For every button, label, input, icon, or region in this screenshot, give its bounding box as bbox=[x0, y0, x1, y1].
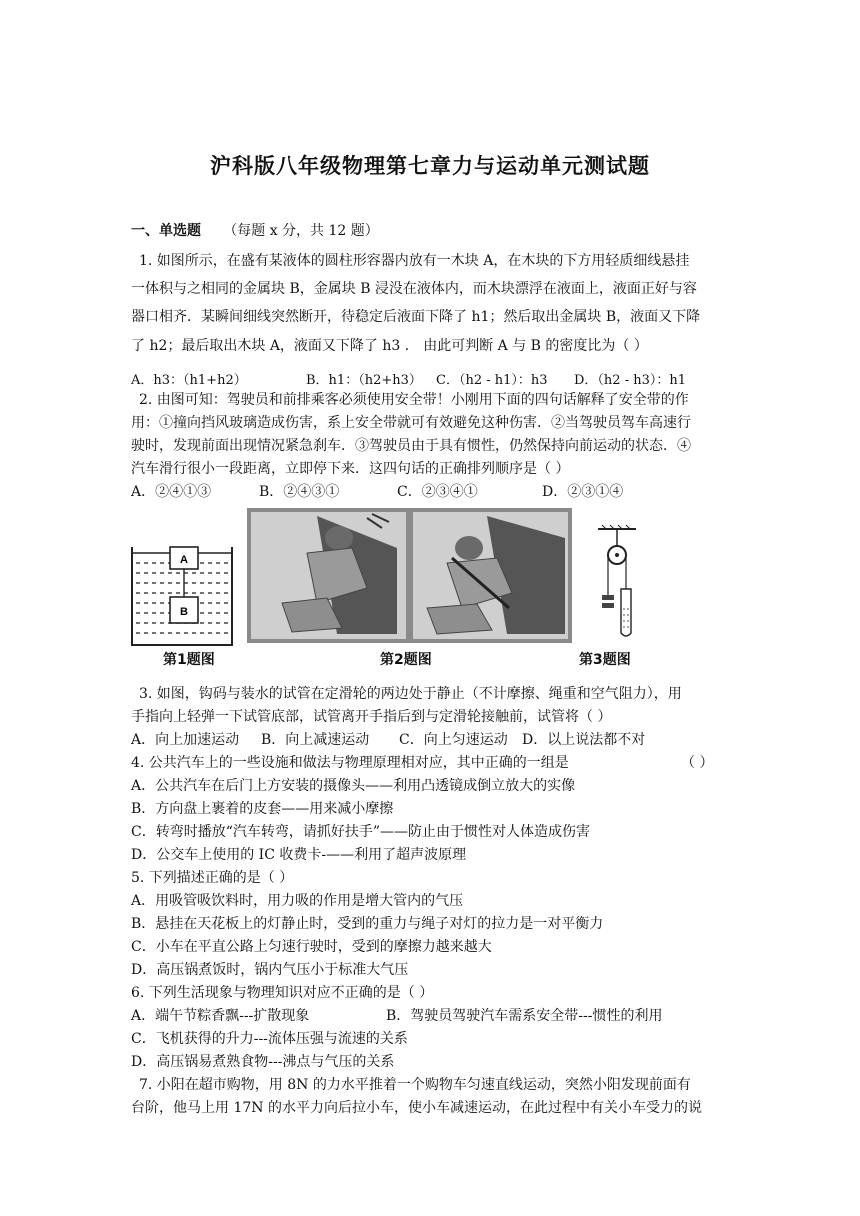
fig1-container-diagram bbox=[128, 535, 236, 650]
q2-options bbox=[131, 481, 731, 501]
q5-stem: 5. 下列描述正确的是（ ） bbox=[131, 870, 294, 886]
section-note: （每题 x 分，共 12 题） bbox=[223, 223, 379, 239]
q3-options bbox=[131, 729, 731, 749]
q2-option-a[interactable]: A．②④①③ bbox=[131, 484, 212, 500]
q6-stem: 6. 下列生活现象与物理知识对应不正确的是（ ） bbox=[131, 985, 434, 1001]
q4-stem bbox=[131, 752, 731, 772]
q1-option-a[interactable]: A．h3：（h1+h2） bbox=[131, 373, 247, 388]
q3-option-a[interactable]: A．向上加速运动 bbox=[131, 732, 240, 748]
q5-option-d[interactable]: D．高压锅煮饭时，锅内气压小于标准大气压 bbox=[131, 962, 409, 978]
fig3-caption: 第3题图 bbox=[579, 652, 631, 668]
q5-option-b[interactable]: B．悬挂在天花板上的灯静止时，受到的重力与绳子对灯的拉力是一对平衡力 bbox=[131, 916, 604, 932]
q2-line-4: 汽车滑行很小一段距离，立即停下来．这四句话的正确排列顺序是（ ） bbox=[131, 461, 570, 477]
q4-stem-text: 4. 公共汽车上的一些设施和做法与物理原理相对应，其中正确的一组是 bbox=[131, 755, 569, 771]
block-b-label: B bbox=[180, 606, 188, 618]
q3-line-2: 手指向上轻弹一下试管底部，试管离开手指后到与定滑轮接触前，试管将（ ） bbox=[131, 709, 612, 725]
hook-weight bbox=[602, 595, 614, 600]
fig3-pulley-diagram bbox=[592, 525, 642, 643]
q4-option-a[interactable]: A．公共汽车在后门上方安装的摄像头——利用凸透镜成倒立放大的实像 bbox=[131, 778, 576, 794]
q2-option-b[interactable]: B．②④③① bbox=[259, 484, 340, 500]
block-a-label: A bbox=[180, 554, 188, 566]
q7-line-2: 台阶，他马上用 17N 的水平力向后拉小车，使小车减速运动，在此过程中有关小车受力的说 bbox=[131, 1100, 702, 1116]
q4-option-d[interactable]: D．公交车上使用的 IC 收费卡-——利用了超声波原理 bbox=[131, 847, 467, 863]
q3-option-d[interactable]: D．以上说法都不对 bbox=[522, 732, 646, 748]
q1-line-2: 一体积与之相同的金属块 B，金属块 B 浸没在液体内，而木块漂浮在液面上，液面正好与容 bbox=[131, 281, 697, 297]
q5-option-c[interactable]: C．小车在平直公路上匀速行驶时，受到的摩擦力越来越大 bbox=[131, 939, 492, 955]
q5-option-a[interactable]: A．用吸管吸饮料时，用力吸的作用是增大管内的气压 bbox=[131, 893, 464, 909]
q6-option-a[interactable]: A．端午节粽香飘---扩散现象 bbox=[131, 1008, 310, 1024]
q1-line-3: 器口相齐．某瞬间细线突然断开，待稳定后液面下降了 h1；然后取出金属块 B，液面又下降 bbox=[131, 309, 701, 325]
q2-line-1: 2. 由图可知：驾驶员和前排乘客必须使用安全带！小刚用下面的四句话解释了安全带的作 bbox=[139, 392, 689, 408]
section-name: 一、单选题 bbox=[131, 223, 201, 239]
q6-option-b[interactable]: B．驾驶员驾驶汽车需系安全带---惯性的利用 bbox=[386, 1008, 663, 1024]
q4-answer-paren: （ ） bbox=[681, 755, 714, 771]
q2-option-c[interactable]: C．②③④① bbox=[397, 484, 478, 500]
q3-line-1: 3. 如图，钩码与装水的试管在定滑轮的两边处于静止（不计摩擦、绳重和空气阻力），用 bbox=[139, 686, 682, 702]
q1-options bbox=[131, 369, 731, 388]
q2-line-3: 驶时，发现前面出现情况紧急刹车．③驾驶员由于具有惯性，仍然保持向前运动的状态．④ bbox=[131, 438, 691, 454]
q4-option-c[interactable]: C．转弯时播放“汽车转弯，请抓好扶手”——防止由于惯性对人体造成伤害 bbox=[131, 824, 591, 840]
q3-option-b[interactable]: B．向上减速运动 bbox=[261, 732, 370, 748]
q3-option-c[interactable]: C．向上匀速运动 bbox=[399, 732, 508, 748]
q1-option-d[interactable]: D．（h2 - h3）：h1 bbox=[574, 373, 687, 388]
q6-options-row-1 bbox=[131, 1005, 731, 1025]
q6-option-d[interactable]: D．高压锅易煮熟食物---沸点与气压的关系 bbox=[131, 1054, 395, 1070]
test-tube bbox=[621, 589, 631, 636]
q2-line-2: 用：①撞向挡风玻璃造成伤害，系上安全带就可有效避免这种伤害．②当驾驶员驾车高速行 bbox=[131, 415, 691, 431]
q1-option-b[interactable]: B．h1：（h2+h3） bbox=[306, 373, 422, 388]
q4-option-b[interactable]: B．方向盘上裹着的皮套——用来减小摩擦 bbox=[131, 801, 394, 817]
fig2-seatbelt-photo bbox=[247, 508, 572, 643]
q7-line-1: 7. 小阳在超市购物，用 8N 的力水平推着一个购物车匀速直线运动，突然小阳发现前面有 bbox=[139, 1077, 691, 1093]
q1-line-1: 1. 如图所示，在盛有某液体的圆柱形容器内放有一木块 A，在木块的下方用轻质细线悬挂 bbox=[139, 253, 690, 269]
page-title: 沪科版八年级物理第七章力与运动单元测试题 bbox=[210, 154, 650, 178]
section-heading bbox=[131, 220, 379, 240]
fig2-caption: 第2题图 bbox=[380, 652, 432, 668]
q1-option-c[interactable]: C．（h2 - h1）：h3 bbox=[436, 373, 548, 388]
q1-line-4: 了 h2；最后取出木块 A，液面又下降了 h3 ． 由此可判断 A 与 B 的密度比为（ ） bbox=[131, 338, 648, 354]
q6-option-c[interactable]: C．飞机获得的升力---流体压强与流速的关系 bbox=[131, 1031, 408, 1047]
fig1-caption: 第1题图 bbox=[163, 652, 215, 668]
q2-option-d[interactable]: D．②③①④ bbox=[542, 484, 624, 500]
